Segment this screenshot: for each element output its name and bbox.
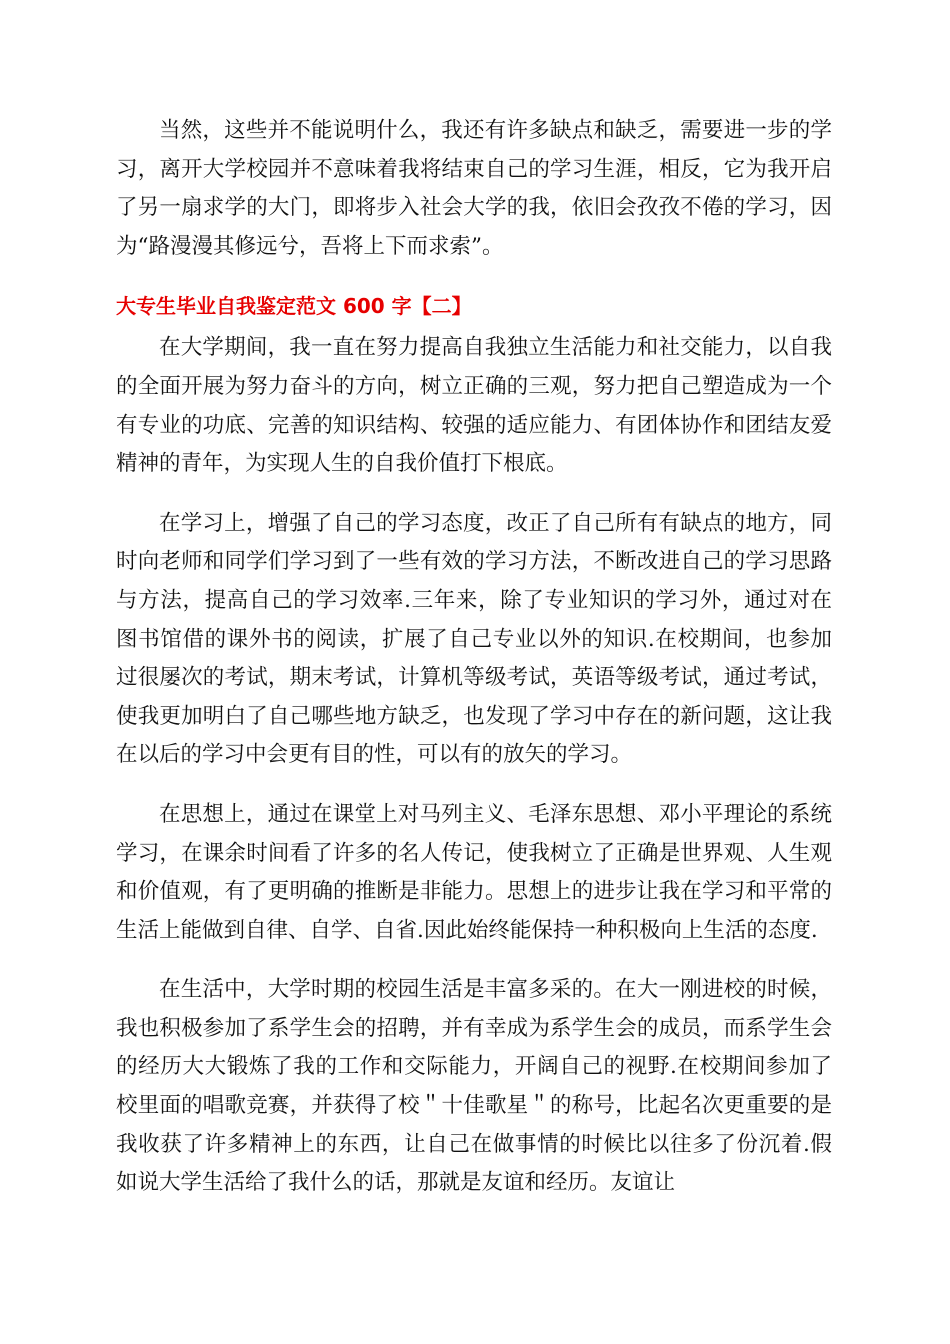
- paragraph-closing: 当然，这些并不能说明什么，我还有许多缺点和缺乏，需要进一步的学习，离开大学校园并不意味着我将结束自己的学习生涯，相反，它为我开启了另一扇求学的大门，即将步入社会大学的我，依旧会孜孜不倦的学习，因为“路漫漫其修远兮，吾将上下而求索”。: [116, 118, 832, 259]
- document-page: [116, 112, 832, 1224]
- paragraph-study: 在学习上，增强了自己的学习态度，改正了自己所有有缺点的地方，同时向老师和同学们学习到了一些有效的学习方法，不断改进自己的学习思路与方法，提高自己的学习效率.三年来，除了专业知识的学习外，通过对在图书馆借的课外书的阅读，扩展了自己专业以外的知识.在校期间，也参加过很屡次的考试，期末考试，计算机等级考试，英语等级考试，通过考试，使我更加明白了自己哪些地方缺乏，也发现了学习中存在的新问题，这让我在以后的学习中会更有目的性，可以有的放矢的学习。: [116, 510, 832, 768]
- paragraph-life: 在生活中，大学时期的校园生活是丰富多采的。在大一刚进校的时候，我也积极参加了系学生会的招聘，并有幸成为系学生会的成员，而系学生会的经历大大锻炼了我的工作和交际能力，开阔自己的视野.在校期间参加了校里面的唱歌竞赛，并获得了校＂十佳歌星＂的称号，比起名次更重要的是我收获了许多精神上的东西，让自己在做事情的时候比以往多了份沉着.假如说大学生活给了我什么的话，那就是友谊和经历。友谊让: [116, 977, 832, 1196]
- paragraph-college-period: 在大学期间，我一直在努力提高自我独立生活能力和社交能力，以自我的全面开展为努力奋斗的方向，树立正确的三观，努力把自己塑造成为一个有专业的功底、完善的知识结构、较强的适应能力、有团体协作和团结友爱精神的青年，为实现人生的自我价值打下根底。: [116, 335, 832, 477]
- paragraph-thought: 在思想上，通过在课堂上对马列主义、毛泽东思想、邓小平理论的系统学习，在课余时间看了许多的名人传记，使我树立了正确是世界观、人生观和价值观，有了更明确的推断是非能力。思想上的进步让我在学习和平常的生活上能做到自律、自学、自省.因此始终能保持一种积极向上生活的态度.: [116, 801, 832, 943]
- section-heading: 大专生毕业自我鉴定范文 600 字【二】: [116, 294, 472, 319]
